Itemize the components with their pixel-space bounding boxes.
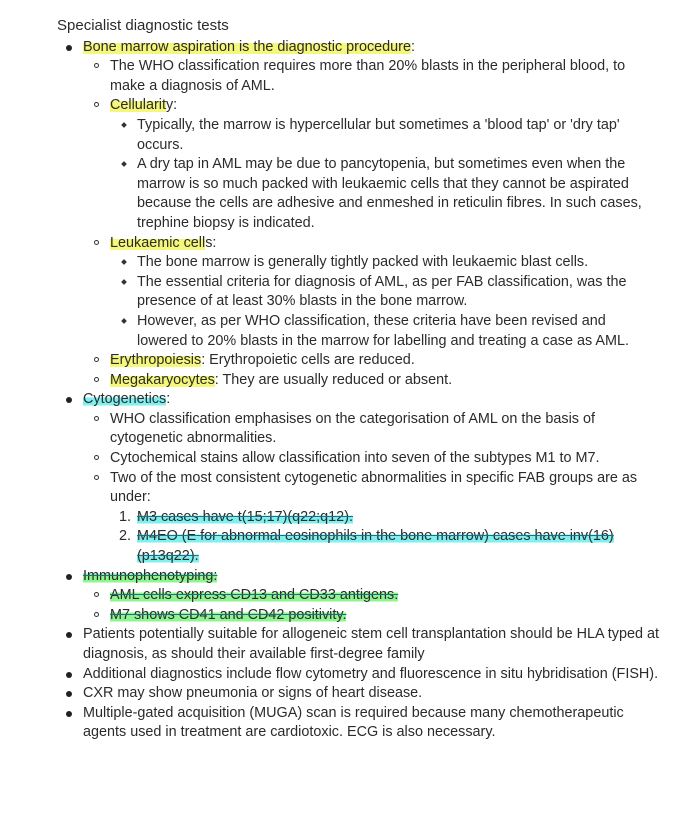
list-item: WHO classification emphasises on the categorisation of AML on the basis of cytogenetic abnormalities. [110,410,660,449]
list-item [110,606,660,626]
highlight-bma-heading: Bone marrow aspiration is the diagnostic procedure [83,38,411,55]
highlight-m3: M3 cases have t(15;17)(q22;q12). [137,508,353,525]
list-item-cellularity: Cellularity: Typically, the marrow is hypercellular but sometimes a 'blood tap' or 'dry tap' occurs. A dry tap in AML may be due to pancytopenia, but sometimes even when the marrow is so much packed with leukaemic cells that they cannot be aspirated because the cells are adhesive and enmeshed in reticulin fibres. In such cases, trephine biopsy is indicated. [110,96,660,233]
highlight-cytogenetics: Cytogenetics [83,391,167,408]
numbered-item: 1. M3 cases have t(15;17)(q22;q12). [119,508,353,525]
list-item: The essential criteria for diagnosis of AML, as per FAB classification, was the presence of at least 30% blasts in the bone marrow. [137,273,660,312]
list-item: However, as per WHO classification, these criteria have been revised and lowered to 20% blasts in the marrow for labelling and treating a case as AML. [137,312,660,351]
highlight-erythropoiesis: Erythropoiesis [110,352,202,369]
list-item: A dry tap in AML may be due to pancytopenia, but sometimes even when the marrow is so much packed with leukaemic cells that they cannot be aspirated because the cells are adhesive and enmeshed in reticulin fibres. In such cases, trephine biopsy is indicated. [137,155,660,233]
highlight-cellularity: Cellularit [110,97,166,114]
section-title: Specialist diagnostic tests [57,17,229,34]
cellularity-sublist [110,116,660,234]
list-item-immunophenotyping [83,567,660,626]
list-item: The bone marrow is generally tightly packed with leukaemic blast cells. [137,253,660,273]
abnormalities-numbered-list [110,508,660,567]
list-item-cxr: CXR may show pneumonia or signs of heart disease. [83,684,660,704]
list-item: Cytochemical stains allow classification into seven of the subtypes M1 to M7. [110,449,660,469]
list-item-leukaemic-cells: Leukaemic cells: The bone marrow is generally tightly packed with leukaemic blast cells. The essential criteria for diagnosis of AML, as per FAB classification, was the presence of at least 30% blasts in the bone marrow. However, as per WHO classification, these criteria have been revised and lowered to 20% blasts in the marrow for labelling and treating a case as AML. [110,234,660,352]
list-item-hla-typing: Patients potentially suitable for allogeneic stem cell transplantation should be HLA typed at diagnosis, as should their available first-degree family [83,625,660,664]
list-item-megakaryocytes: Megakaryocytes: They are usually reduced or absent. [110,371,660,391]
highlight-megakaryocytes: Megakaryocytes [110,371,215,388]
numbered-item: 2. M4EO (E for abnormal eosinophils in the bone marrow) cases have inv(16)(p13q22). [119,528,614,565]
highlight-cd41-cd42: M7 shows CD41 and CD42 positivity. [110,606,347,623]
list-item-additional-diagnostics: Additional diagnostics include flow cytometry and fluorescence in situ hybridisation (FISH). [83,665,660,685]
immuno-sublist [83,586,660,625]
cytogenetics-sublist [83,410,660,567]
list-item [110,586,660,606]
list-item-muga: Multiple-gated acquisition (MUGA) scan is required because many chemotherapeutic agents used in treatment are cardiotoxic. ECG is also necessary. [83,704,660,743]
main-list [57,38,660,743]
list-item-bone-marrow: Bone marrow aspiration is the diagnostic procedure: The WHO classification requires more than 20% blasts in the peripheral blood, to make a diagnosis of AML. Cellularity: Typically, the marrow is hypercellular but sometimes a 'blood tap' or 'dry tap' occurs. A dry tap in AML may be due to pancytopenia, but sometimes even when the marrow is so much packed with leukaemic cells that they cannot be aspirated because the cells are adhesive and enmeshed in reticulin fibres. In such cases, trephine biopsy is indicated. Leukaemic cells: The bone marrow is generally tightly packed with leukaemic blast cells. The essential criteria for diagnosis of AML, as per FAB classification, was the presence of at least 30% blasts in the bone marrow. However, as per WHO classification, these criteria have been revised and lowered to 20% blasts in the marrow for labelling and treating a case as AML. Erythropoiesis: Erythropoietic cells are reduced. Megakaryocytes: They are usually reduced or absent. [83,38,660,391]
list-item-erythropoiesis: Erythropoiesis: Erythropoietic cells are reduced. [110,351,660,371]
list-item: Typically, the marrow is hypercellular but sometimes a 'blood tap' or 'dry tap' occurs. [137,116,660,155]
list-item-who-criteria: The WHO classification requires more than 20% blasts in the peripheral blood, to make a diagnosis of AML. [110,57,660,96]
highlight-leukaemic: Leukaemic cell [110,234,206,251]
highlight-immunophenotyping: Immunophenotyping: [83,567,218,584]
bma-sublist [83,57,660,390]
leukaemic-sublist [110,253,660,351]
highlight-cd13-cd33: AML cells express CD13 and CD33 antigens. [110,587,399,604]
list-item: Two of the most consistent cytogenetic abnormalities in specific FAB groups are as under: 1. M3 cases have t(15;17)(q22;q12). 2. M4EO (E for abnormal eosinophils in the bone marrow) cases have inv(16)(p13q22). [110,469,660,567]
highlight-m4eo: M4EO (E for abnormal eosinophils in the bone marrow) cases have inv(16)(p13q22). [137,528,614,565]
list-item-cytogenetics: Cytogenetics: WHO classification emphasises on the categorisation of AML on the basis of cytogenetic abnormalities. Cytochemical stains allow classification into seven of the subtypes M1 to M7. Two of the most consistent cytogenetic abnormalities in specific FAB groups are as under: 1. M3 cases have t(15;17)(q22;q12). 2. M4EO (E for abnormal eosinophils in the bone marrow) cases have inv(16)(p13q22). [83,390,660,566]
